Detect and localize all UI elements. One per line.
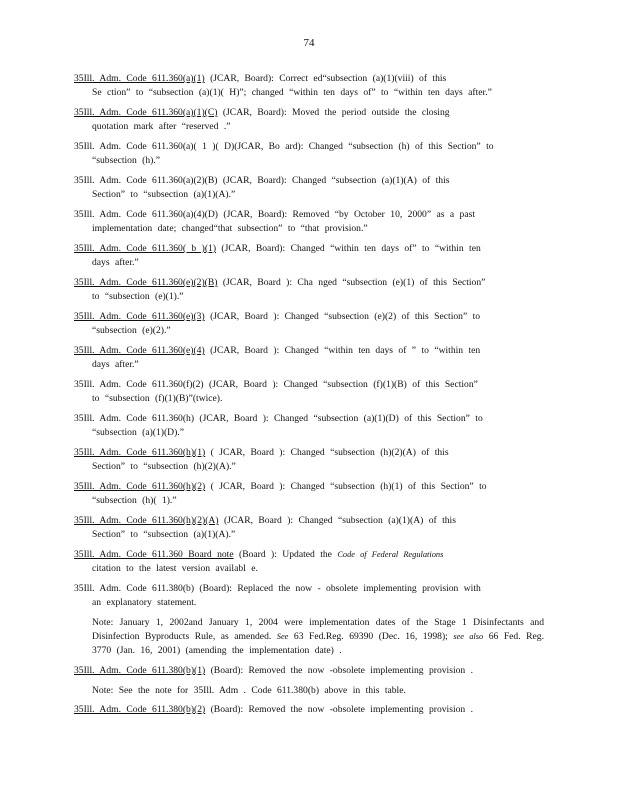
entry-continuation: Section” to “subsection (a)(1)(A).”	[92, 529, 236, 540]
entry-text: (JCAR, Board ): Changed “subsection (a)(1)(D) of this Section” to	[194, 413, 483, 424]
see-also-signal: see also	[453, 632, 484, 641]
table-entry	[74, 664, 544, 678]
entry-continuation: Section” to “subsection (a)(1)(A).”	[92, 189, 236, 200]
entry-text: (Board ): Updated the	[233, 549, 338, 560]
code-citation: 35Ill. Adm. Code 611.360(e)(4)	[74, 345, 205, 356]
note-text: 66 Fed. Reg. 3770 (Jan. 16, 2001) (amending the implementation date) .	[92, 631, 544, 656]
entry-text: (JCAR, Board ): Changed “subsection (a)(1)(A) of this	[218, 515, 456, 526]
entry-text: (JCAR, Board ): Changed “subsection (f)(1)(B) of this Section”	[203, 379, 478, 390]
table-entry	[74, 140, 544, 168]
entry-text: ( JCAR, Board ): Changed “subsection (h)(2)(A) of this	[205, 447, 449, 458]
entry-continuation: days after.”	[92, 257, 139, 268]
code-citation: 35Ill. Adm. Code 611.360 Board note	[74, 549, 234, 560]
table-entry	[74, 310, 544, 338]
entry-text: (JCAR, Board): Changed “within ten days of” to “within ten	[216, 243, 481, 254]
entry-text: (JCAR, Board): Moved the period outside the closing	[217, 107, 450, 118]
note-text: 63 Fed.Reg. 69390 (Dec. 16, 1998);	[288, 631, 454, 642]
entry-continuation: “subsection (a)(1)(D).”	[92, 427, 184, 438]
table-entry	[74, 582, 544, 610]
code-citation: 35Ill. Adm. Code 611.360(e)(3)	[74, 311, 205, 322]
entry-text: (JCAR, Board): Removed “by October 10, 2000” as a past	[218, 209, 476, 220]
entry-text: (JCAR, Board): Changed “subsection (a)(1)(A) of this	[217, 175, 450, 186]
code-citation: 35Ill. Adm. Code 611.360( b )(1)	[74, 243, 217, 254]
entry-text: (Board): Replaced the now - obsolete implementing provision with	[194, 583, 481, 594]
table-entry	[74, 242, 544, 270]
amendments-table	[74, 72, 544, 723]
board-note-entry	[74, 548, 544, 576]
entry-text: (JCAR, Bo ard): Changed “subsection (h) of this Section” to	[234, 141, 494, 152]
code-citation: 35Ill. Adm. Code 611.360(h)	[74, 413, 195, 424]
entry-continuation: citation to the latest version availabl e.	[92, 563, 258, 574]
entry-continuation: Se ction” to “subsection (a)(1)( H)”; changed “within ten days of” to “within ten days after.”	[92, 87, 492, 98]
entry-continuation: “subsection (h)( 1).”	[92, 495, 177, 506]
code-citation: 35Ill. Adm. Code 611.360(a)( 1 )( D)	[74, 141, 235, 152]
table-entry	[74, 378, 544, 406]
code-citation: 35Ill. Adm. Code 611.360(a)(2)(B)	[74, 175, 218, 186]
entry-continuation: to “subsection (e)(1).”	[92, 291, 184, 302]
code-citation: 35Ill. Adm. Code 611.360(h)(2)(A)	[74, 515, 219, 526]
implementation-note	[92, 616, 544, 658]
entry-continuation: “subsection (h).”	[92, 155, 161, 166]
entry-continuation: days after.”	[92, 359, 139, 370]
table-entry	[74, 174, 544, 202]
table-entry	[74, 276, 544, 304]
table-entry	[74, 412, 544, 440]
table-entry	[74, 344, 544, 372]
entry-text: (JCAR, Board): Correct ed“subsection (a)(1)(viii) of this	[204, 73, 447, 84]
cross-reference-note: Note: See the note for 35Ill. Adm . Code 611.380(b) above in this table.	[92, 685, 406, 696]
code-citation: 35Ill. Adm. Code 611.380(b)	[74, 583, 195, 594]
entry-continuation: to “subsection (f)(1)(B)”(twice).	[92, 393, 223, 404]
entry-continuation: implementation date; changed“that subsection” to “that provision.”	[92, 223, 368, 234]
entry-text: (Board): Removed the now -obsolete implementing provision .	[205, 665, 474, 676]
see-signal: See	[276, 632, 289, 641]
table-entry	[74, 703, 544, 717]
code-citation: 35Ill. Adm. Code 611.360(e)(2)(B)	[74, 277, 218, 288]
table-entry	[74, 446, 544, 474]
code-citation: 35Ill. Adm. Code 611.360(h)(2)	[74, 481, 206, 492]
code-citation: 35Ill. Adm. Code 611.360(a)(4)(D)	[74, 209, 218, 220]
code-citation: 35Ill. Adm. Code 611.380(b)(1)	[74, 665, 206, 676]
entry-text: (JCAR, Board ): Changed “within ten days of ” to “within ten	[204, 345, 481, 356]
code-citation: 35Ill. Adm. Code 611.380(b)(2)	[74, 704, 206, 715]
cfr-title: Code of Federal Regulations	[337, 550, 444, 559]
entry-text: (JCAR, Board ): Changed “subsection (e)(2) of this Section” to	[204, 311, 481, 322]
code-citation: 35Ill. Adm. Code 611.360(a)(1)	[74, 73, 205, 84]
table-entry	[74, 208, 544, 236]
entry-text: (JCAR, Board ): Cha nged “subsection (e)(1) of this Section”	[217, 277, 486, 288]
table-entry	[74, 72, 544, 100]
entry-continuation: “subsection (e)(2).”	[92, 325, 171, 336]
page-number: 74	[303, 37, 315, 49]
entry-continuation: quotation mark after “reserved .”	[92, 121, 231, 132]
entry-continuation: Section” to “subsection (h)(2)(A).”	[92, 461, 236, 472]
entry-text: (Board): Removed the now -obsolete implementing provision .	[205, 704, 474, 715]
note-text: Note: January 1, 2002and January 1, 2004 were implementation dates of the Stage 1 Disinfectants and Disinfection Byproducts Rule, as amended.	[92, 617, 544, 642]
entry-continuation: an explanatory statement.	[92, 597, 197, 608]
code-citation: 35Ill. Adm. Code 611.360(h)(1)	[74, 447, 206, 458]
table-entry	[74, 514, 544, 542]
entry-text: ( JCAR, Board ): Changed “subsection (h)(1) of this Section” to	[205, 481, 487, 492]
code-citation: 35Ill. Adm. Code 611.360(a)(1)(C)	[74, 107, 218, 118]
code-citation: 35Ill. Adm. Code 611.360(f)(2)	[74, 379, 204, 390]
table-entry	[74, 480, 544, 508]
table-entry	[74, 106, 544, 134]
